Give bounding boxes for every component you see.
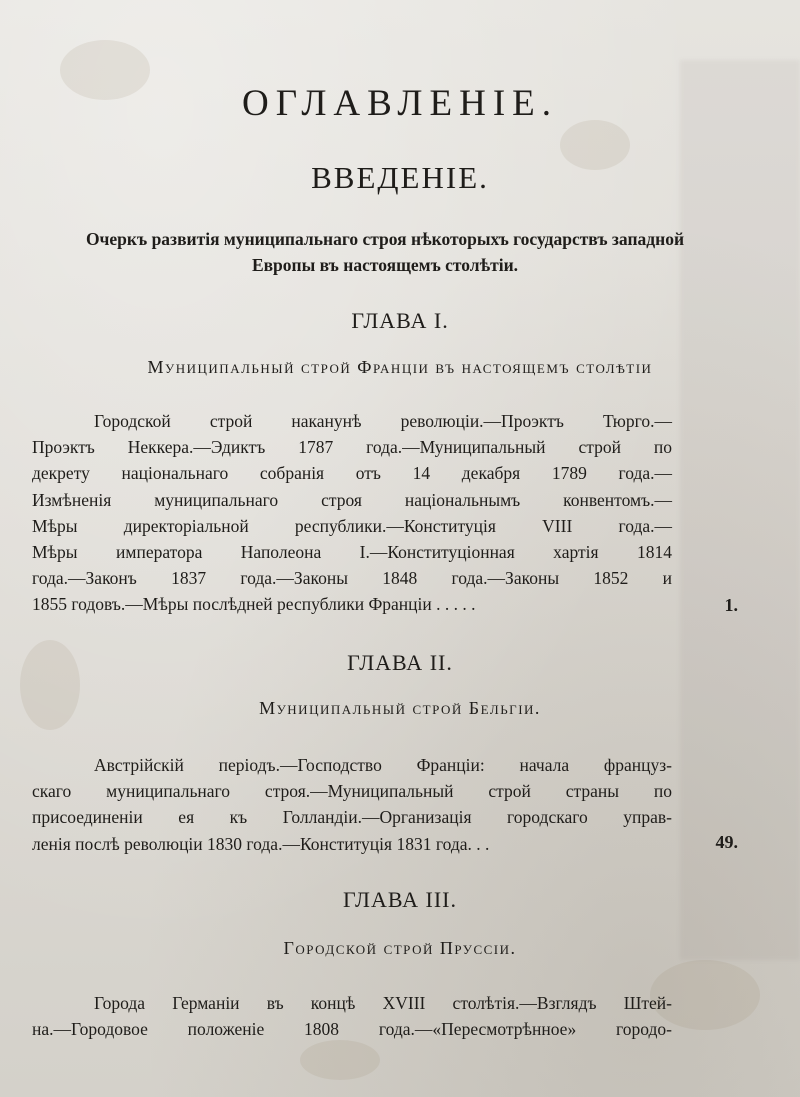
chapter-3-title: Городской строй Пруссіи. <box>283 938 517 958</box>
contents-line: Австрійскій періодъ.—Господство Франціи: начала француз- <box>94 755 672 775</box>
intro-line: Очеркъ развитія муниципальнаго строя нѣкоторыхъ государствъ западной <box>85 229 685 249</box>
contents-line: на.—Городовое положеніе 1808 года.—«Пересмотрѣнное» городо- <box>32 1019 672 1040</box>
contents-line: Измѣненія муниципальнаго строя національнымъ конвентомъ.— <box>32 489 672 510</box>
intro-line: Европы въ настоящемъ столѣтіи. <box>251 255 519 275</box>
contents-line: скаго муниципальнаго строя.—Муниципальный строй страны по <box>32 781 672 802</box>
chapter-1-title: Муниципальный строй Франціи въ настоящемъ столѣтіи <box>147 357 653 377</box>
chapter-1-page-number: 1. <box>724 595 738 615</box>
section-title: ВВЕДЕНІЕ. <box>311 160 489 195</box>
contents-line: Мѣры императора Наполеона I.—Конституціонная хартія 1814 <box>32 542 672 563</box>
chapter-3-contents <box>32 990 672 1042</box>
contents-line: 1855 годовъ.—Мѣры послѣдней республики Франціи . . . . . <box>32 594 476 615</box>
chapter-3-label: ГЛАВА III. <box>342 887 458 912</box>
contents-line: Городской строй наканунѣ революціи.—Проэктъ Тюрго.— <box>94 411 672 431</box>
contents-line: ленія послѣ революціи 1830 года.—Конституція 1831 года. . . <box>32 833 490 854</box>
chapter-2-title: Муниципальный строй Бельгіи. <box>259 698 541 718</box>
chapter-2-page-number: 49. <box>715 832 738 852</box>
contents-line: Города Германіи въ концѣ XVIII столѣтія.—Взглядъ Штей- <box>94 993 672 1013</box>
contents-line: Мѣры директоріальной республики.—Конституція VIII года.— <box>32 515 672 536</box>
chapter-2-label: ГЛАВА II. <box>347 650 453 675</box>
contents-line: Проэктъ Неккера.—Эдиктъ 1787 года.—Муниципальный строй по <box>32 437 672 458</box>
introduction-description <box>30 226 740 278</box>
chapter-1-label: ГЛАВА I. <box>351 308 449 333</box>
contents-line: присоединеніи ея къ Голландіи.—Организація городскаго управ- <box>32 807 672 828</box>
chapter-1-contents <box>32 408 672 618</box>
paper-stain <box>300 1040 380 1080</box>
page-title: ОГЛАВЛЕНІЕ. <box>241 83 558 124</box>
contents-line: декрету національнаго собранія отъ 14 декабря 1789 года.— <box>32 463 672 484</box>
chapter-2-contents <box>32 752 672 857</box>
contents-line: года.—Законъ 1837 года.—Законы 1848 года.—Законы 1852 и <box>32 568 672 589</box>
